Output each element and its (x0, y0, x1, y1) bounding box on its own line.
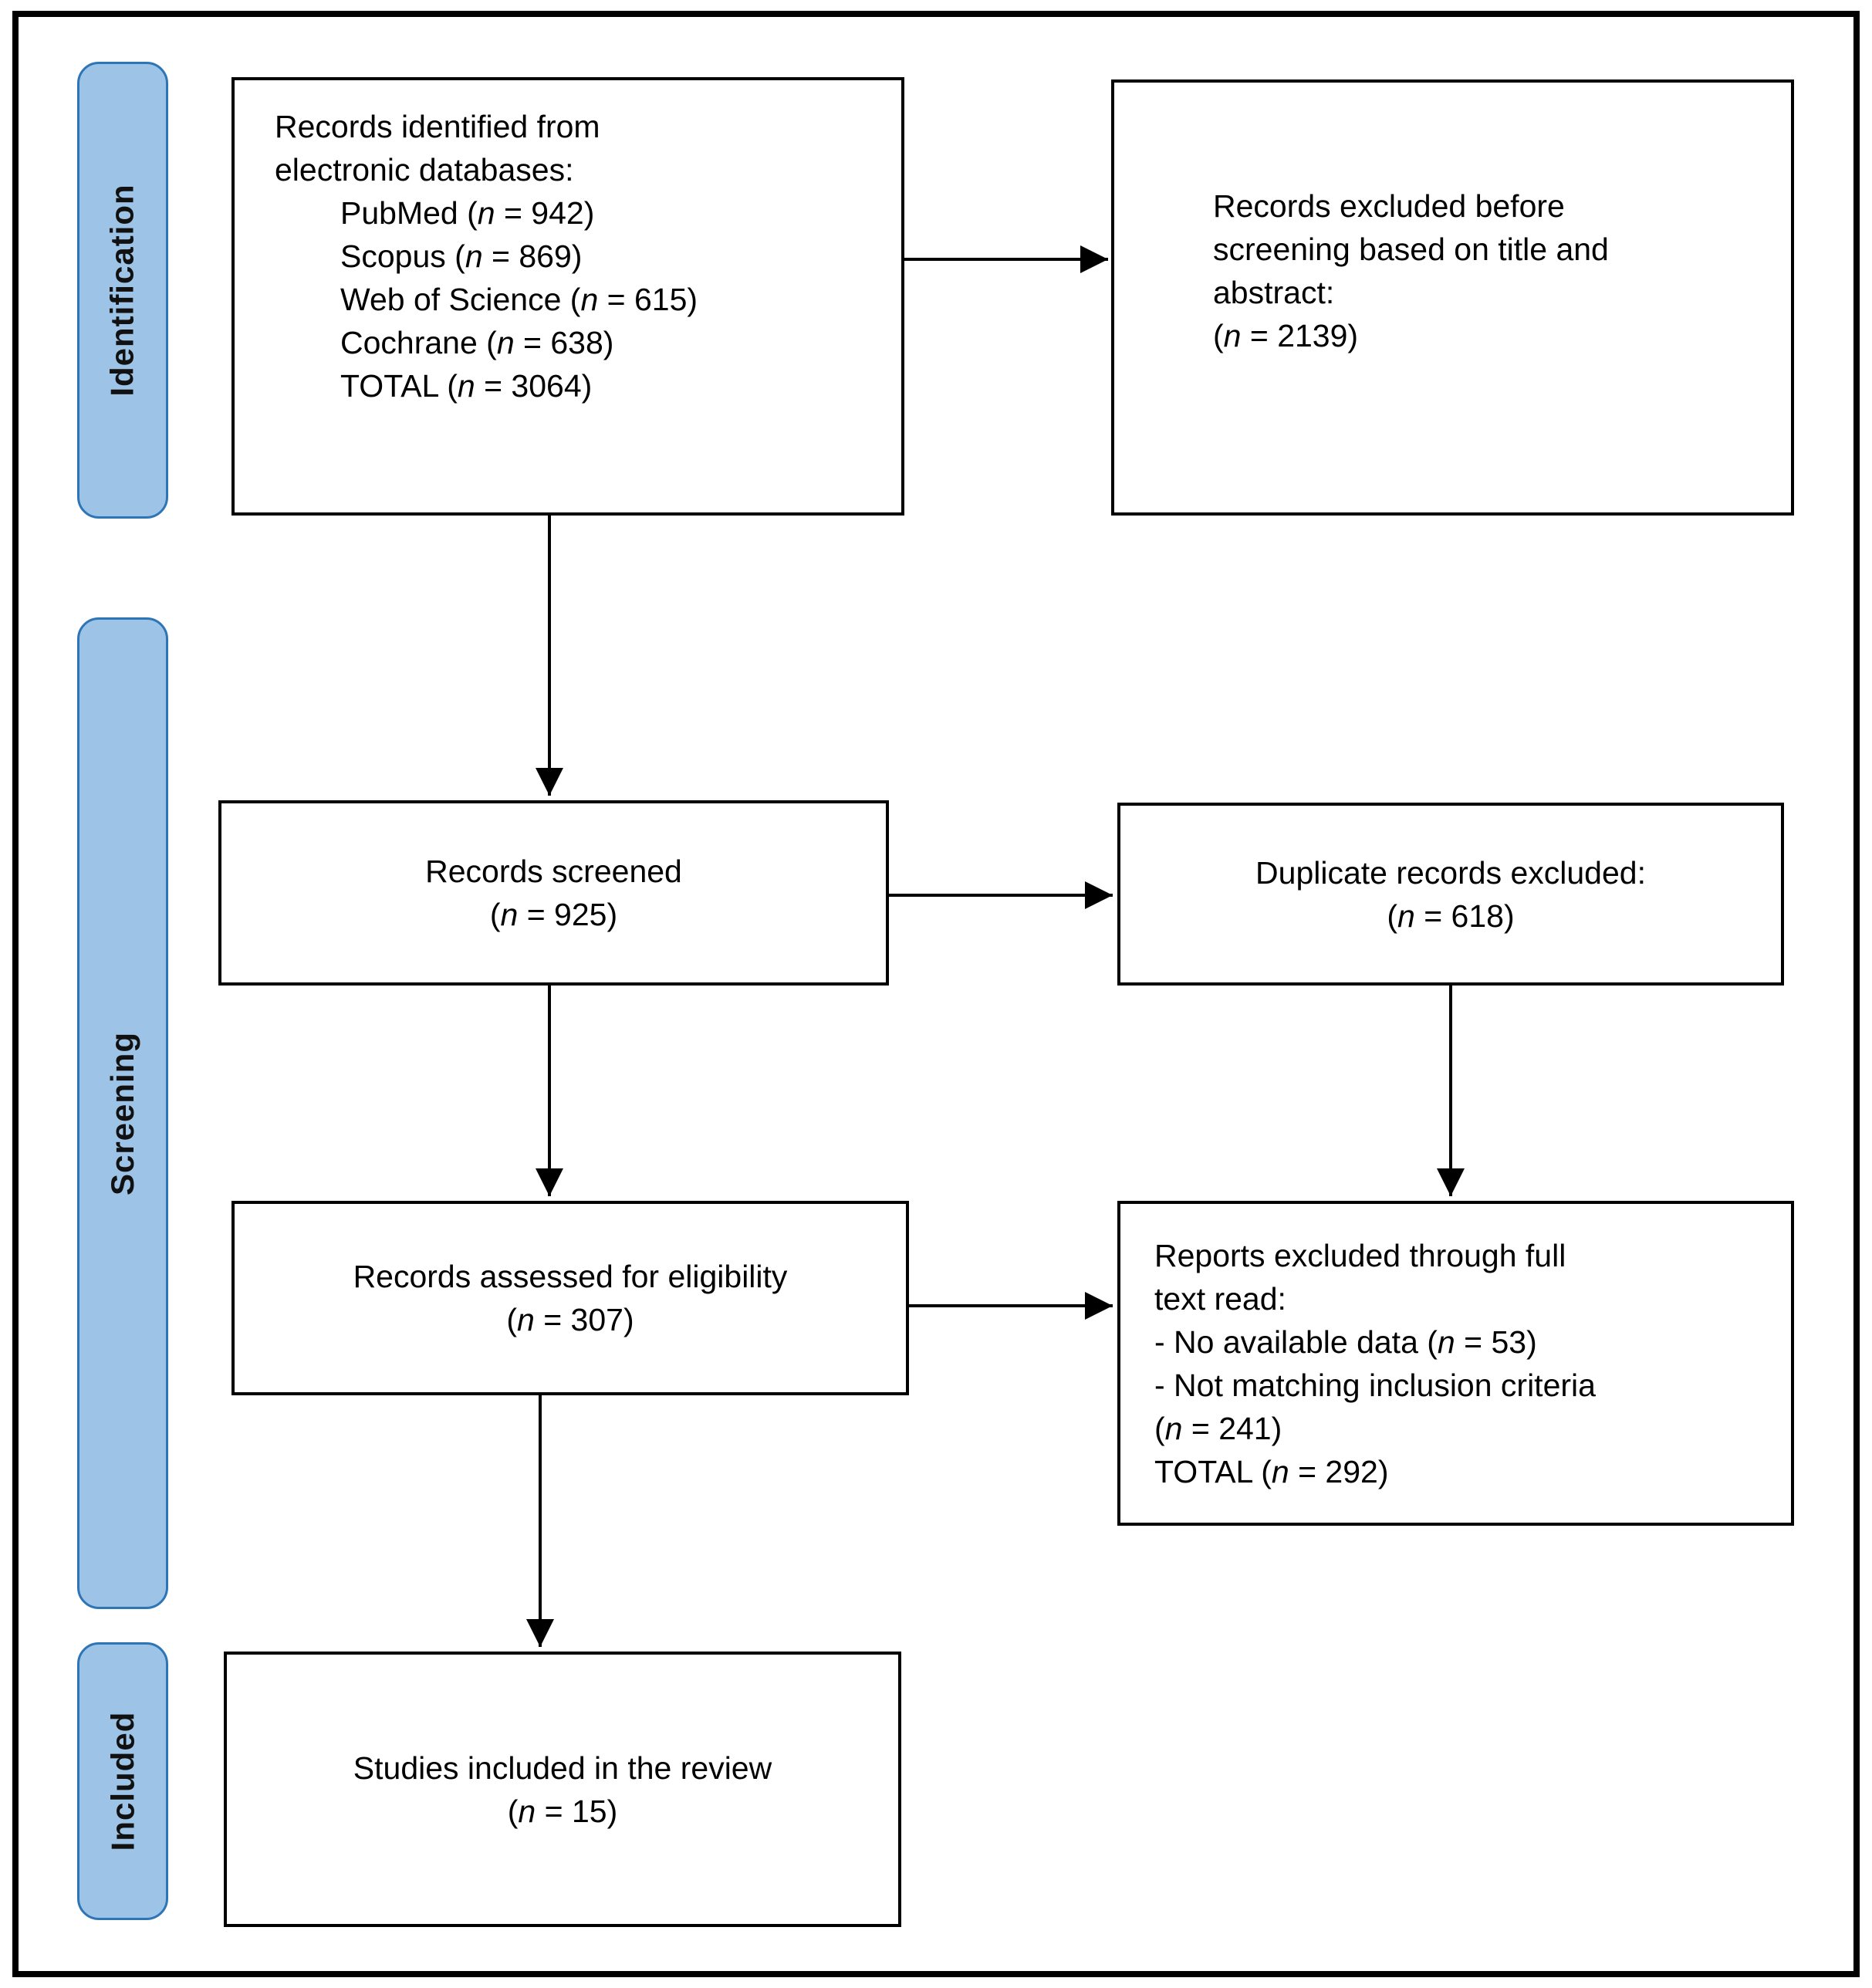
box-text-line: (n = 241) (1154, 1410, 1282, 1446)
box-text-line: screening based on title and (1213, 231, 1609, 267)
box-text-line: Records excluded before (1213, 188, 1565, 224)
box-text-line: Records identified from (275, 109, 600, 144)
box-text-line: Reports excluded through full (1154, 1237, 1566, 1273)
stage-screening-label: Screening (104, 1031, 141, 1195)
box-text-line: (n = 2139) (1213, 317, 1359, 353)
box-text-line: Records assessed for eligibility (353, 1259, 788, 1294)
stage-identification (77, 62, 168, 519)
box-text-line: abstract: (1213, 274, 1335, 310)
box-text-line: text read: (1154, 1280, 1286, 1317)
box-text-line: (n = 307) (506, 1302, 634, 1337)
box-text-line: (n = 15) (507, 1793, 618, 1829)
box-text-line: Duplicate records excluded: (1255, 854, 1646, 891)
stage-identification-label: Identification (104, 184, 140, 397)
stage-included (77, 1642, 168, 1920)
box-text-line: - No available data (n = 53) (1154, 1324, 1537, 1360)
box-duplicates-excluded (1117, 803, 1784, 986)
box-studies-included (224, 1652, 901, 1927)
box-text-line: Cochrane (n = 638) (340, 325, 614, 360)
box-text-line: TOTAL (n = 292) (1154, 1453, 1389, 1489)
box-text-line: Records screened (425, 854, 682, 889)
box-records-excluded-before-screening (1111, 79, 1794, 516)
stage-screening (77, 617, 168, 1609)
box-text-line: PubMed (n = 942) (340, 195, 595, 231)
box-text-line: Studies included in the review (353, 1750, 772, 1786)
box-text-line: (n = 618) (1387, 898, 1515, 934)
box-text-line: TOTAL (n = 3064) (340, 368, 593, 404)
stage-included-label: Included (104, 1711, 140, 1851)
box-text-line: electronic databases: (275, 152, 574, 188)
box-records-screened (218, 800, 889, 986)
box-reports-excluded-full-text (1117, 1201, 1794, 1526)
box-records-assessed (231, 1201, 909, 1395)
box-records-identified (231, 77, 904, 516)
box-text-line: Web of Science (n = 615) (340, 282, 698, 317)
box-text-line: - Not matching inclusion criteria (1154, 1367, 1596, 1403)
box-text-line: Scopus (n = 869) (340, 238, 583, 274)
box-text-line: (n = 925) (489, 897, 618, 932)
